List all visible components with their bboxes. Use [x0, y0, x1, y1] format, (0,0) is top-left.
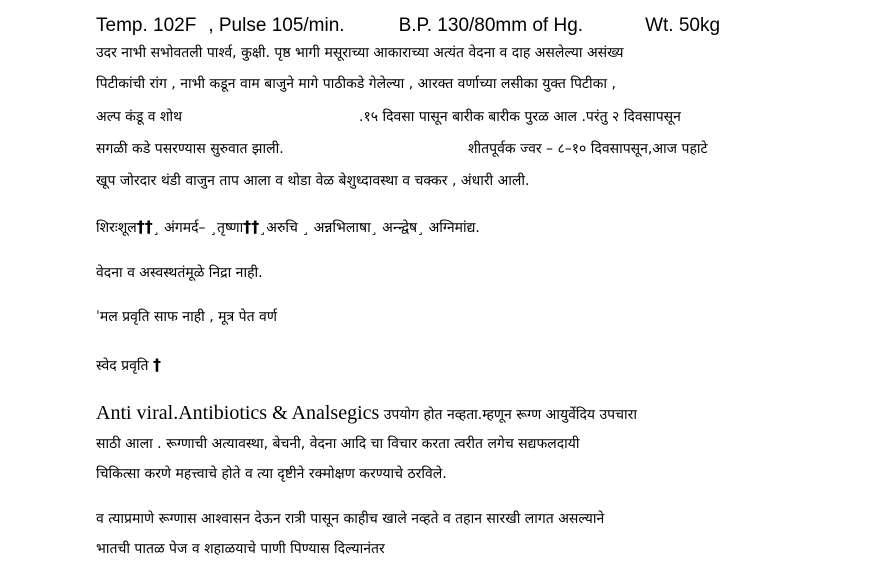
history-line-5: खूप जोरदार थंडी वाजुन ताप आला व थोडा वेळ बेशुध्दावस्था व चक्कर , अंधारी आली.: [96, 173, 530, 189]
vitals-line: [96, 14, 720, 38]
closing-line-2: भातची पातळ पेज व शहाळयाचे पाणी पिण्यास दिल्यानंतर: [96, 541, 385, 557]
history-line-4-right: शीतपूर्वक ज्वर – ८–१० दिवसापसून,आज पहाटे: [468, 141, 708, 157]
treatment-line-1: [96, 403, 637, 425]
sweat-label: स्वेद प्रवृति: [96, 358, 149, 374]
severity-cross-icon: †: [152, 355, 161, 374]
treatment-drug-names: Anti viral.Antibiotics & Analsegics: [96, 402, 380, 424]
sleep-line: वेदना व अस्वस्थतंमूळे निद्रा नाही.: [96, 265, 263, 281]
symptom-bodyache-thirst: ¸ अंगमर्द– ¸तृष्णा: [152, 220, 244, 236]
symptom-headache: शिरःशूल: [96, 220, 137, 236]
history-line-3-right: .१५ दिवसा पासून बारीक बारीक पुरळ आल .परंतु २ दिवसापसून: [359, 109, 681, 125]
history-line-4-left: सगळी कडे पसरण्यास सुरुवात झाली.: [96, 141, 284, 157]
history-line-1: उदर नाभी सभोवतली पार्श्व, कुक्षी. पृष्ठ भागी मसूराच्या आकाराच्या अत्यंत वेदना व दाह असलेल्या असंख्य: [96, 45, 624, 61]
severity-cross-icon: ††: [136, 217, 153, 236]
symptom-appetite: ¸अरुचि ¸ अन्नभिलाषा¸ अन्न्द्वेष¸ अग्निमांद्य.: [259, 220, 480, 236]
treatment-line-3: चिकित्सा करणे महत्त्वाचे होते व त्या दृष्टीने रक्मोक्षण करण्याचे ठरविले.: [96, 466, 447, 482]
history-line-3-left: अल्प कंडू व शोथ: [96, 109, 183, 125]
excretion-line: ˈमल प्रवृति साफ नाही , मूत्र पेत वर्ण: [96, 309, 277, 325]
vitals-pulse: , Pulse 105/min.: [208, 15, 345, 36]
vitals-bp: B.P. 130/80mm of Hg.: [398, 15, 584, 36]
history-line-4: [96, 139, 796, 159]
history-line-3: [96, 107, 796, 127]
vitals-weight: Wt. 50kg: [645, 15, 721, 36]
sweat-line: [96, 355, 161, 376]
closing-line-1: व त्याप्रमाणे रूग्णास आश्वासन देऊन रात्री पासून काहीच खाले नव्हते व तहान सारखी लागत असल्याने: [96, 511, 605, 527]
vitals-temp: Temp. 102F: [96, 15, 197, 36]
treatment-line-2: साठी आला . रूग्णाची अत्यावस्था, बेचनी, वेदना आदि चा विचार करता त्वरीत लगेच सद्यफलदायी: [96, 436, 580, 452]
treatment-line-1-rest: उपयोग होत नव्हता.म्हणून रूग्ण आयुर्वेदिय उपचारा: [379, 407, 637, 423]
symptoms-line: [96, 217, 480, 238]
severity-cross-icon: ††: [243, 217, 260, 236]
history-line-2: पिटीकांची रांग , नाभी कडून वाम बाजुने मागे पाठीकडे गेलेल्या , आरक्त वर्णाच्या लसीका युक्त पिटीका ,: [96, 76, 616, 92]
